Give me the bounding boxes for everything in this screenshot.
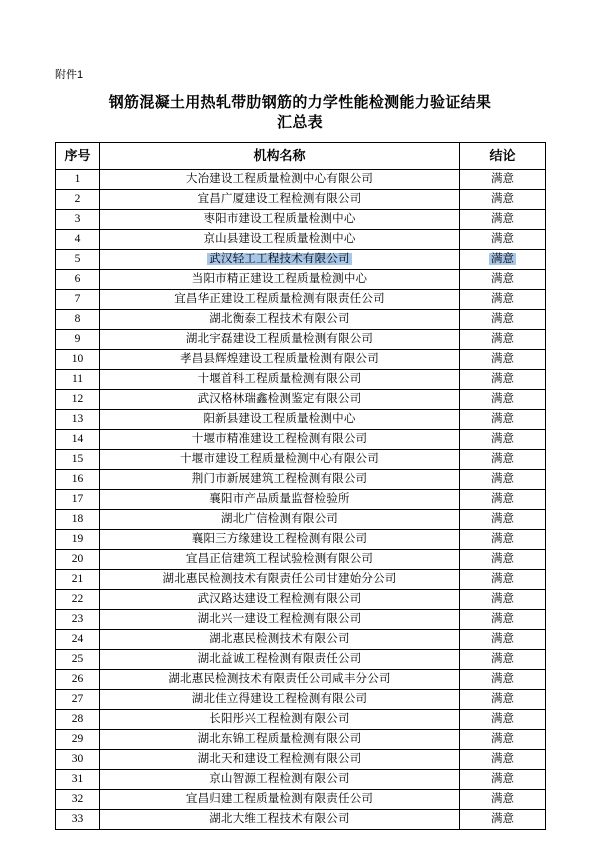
organization-name-text: 武汉轻工工程技术有限公司 [209, 253, 350, 265]
result-text: 满意 [491, 413, 514, 425]
cell-result [460, 410, 546, 430]
cell-organization-name [100, 250, 460, 270]
organization-name-text: 湖北宇磊建设工程质量检测有限公司 [185, 333, 374, 345]
cell-organization-name [100, 570, 460, 590]
organization-name-text: 湖北惠民检测技术有限责任公司甘建始分公司 [162, 573, 397, 585]
cell-organization-name [100, 310, 460, 330]
organization-name-text: 宜昌正信建筑工程试验检测有限公司 [185, 553, 374, 565]
table-row [56, 670, 546, 690]
result-text: 满意 [491, 213, 514, 225]
page-title-line2: 汇总表 [277, 115, 323, 131]
table-row [56, 490, 546, 510]
result-text: 满意 [491, 353, 514, 365]
cell-index: 23 [56, 610, 100, 630]
organization-name-text: 湖北惠民检测技术有限公司 [209, 633, 350, 645]
cell-result [460, 690, 546, 710]
table-row [56, 210, 546, 230]
organization-name-text: 十堰市建设工程质量检测中心有限公司 [180, 453, 379, 465]
table-row [56, 330, 546, 350]
cell-result [460, 370, 546, 390]
organization-name-text: 襄阳三方缘建设工程检测有限公司 [191, 533, 368, 545]
cell-index: 17 [56, 490, 100, 510]
organization-name-text: 阳新县建设工程质量检测中心 [203, 413, 356, 425]
cell-result [460, 650, 546, 670]
cell-organization-name [100, 810, 460, 830]
cell-index: 25 [56, 650, 100, 670]
cell-index: 8 [56, 310, 100, 330]
table-row [56, 510, 546, 530]
result-text: 满意 [491, 313, 514, 325]
cell-organization-name [100, 670, 460, 690]
cell-organization-name [100, 470, 460, 490]
organization-name-text: 枣阳市建设工程质量检测中心 [203, 213, 356, 225]
organization-name-text: 京山县建设工程质量检测中心 [203, 233, 356, 245]
cell-result [460, 190, 546, 210]
table-row [56, 430, 546, 450]
organization-name-text: 京山智源工程检测有限公司 [209, 773, 350, 785]
result-text: 满意 [491, 613, 514, 625]
cell-index: 16 [56, 470, 100, 490]
cell-index: 4 [56, 230, 100, 250]
table-row [56, 250, 546, 270]
cell-organization-name [100, 690, 460, 710]
cell-organization-name [100, 490, 460, 510]
cell-organization-name [100, 750, 460, 770]
result-text: 满意 [491, 573, 514, 585]
result-text: 满意 [491, 533, 514, 545]
table-row [56, 230, 546, 250]
cell-index: 9 [56, 330, 100, 350]
organization-name-text: 长阳彤兴工程检测有限公司 [209, 713, 350, 725]
cell-organization-name [100, 630, 460, 650]
result-text: 满意 [491, 473, 514, 485]
result-text: 满意 [491, 653, 514, 665]
cell-organization-name [100, 730, 460, 750]
organization-name-text: 十堰首科工程质量检测有限公司 [197, 373, 362, 385]
result-text: 满意 [491, 233, 514, 245]
cell-result [460, 290, 546, 310]
document-page [0, 66, 600, 850]
result-text: 满意 [491, 813, 514, 825]
organization-name-text: 湖北兴一建设工程检测有限公司 [197, 613, 362, 625]
table-row [56, 370, 546, 390]
attachment-label: 附件1 [55, 69, 84, 81]
cell-index: 1 [56, 170, 100, 190]
cell-index: 2 [56, 190, 100, 210]
result-text: 满意 [491, 733, 514, 745]
cell-result [460, 610, 546, 630]
result-text: 满意 [491, 713, 514, 725]
cell-result [460, 530, 546, 550]
cell-organization-name [100, 270, 460, 290]
table-row [56, 190, 546, 210]
cell-organization-name [100, 770, 460, 790]
table-row [56, 650, 546, 670]
cell-index: 10 [56, 350, 100, 370]
table-row [56, 810, 546, 830]
cell-organization-name [100, 390, 460, 410]
cell-index: 6 [56, 270, 100, 290]
cell-result [460, 390, 546, 410]
cell-organization-name [100, 590, 460, 610]
cell-index: 11 [56, 370, 100, 390]
cell-index: 21 [56, 570, 100, 590]
cell-result [460, 210, 546, 230]
cell-index: 26 [56, 670, 100, 690]
organization-name-text: 孝昌县辉煌建设工程质量检测有限公司 [180, 353, 379, 365]
cell-result [460, 570, 546, 590]
organization-name-text: 湖北天和建设工程检测有限公司 [197, 753, 362, 765]
cell-result [460, 670, 546, 690]
organization-name-text: 十堰市精准建设工程检测有限公司 [191, 433, 368, 445]
result-text: 满意 [491, 293, 514, 305]
cell-result [460, 590, 546, 610]
cell-result [460, 710, 546, 730]
cell-organization-name [100, 790, 460, 810]
table-row [56, 570, 546, 590]
organization-name-text: 武汉路达建设工程检测有限公司 [197, 593, 362, 605]
cell-organization-name [100, 330, 460, 350]
cell-index: 32 [56, 790, 100, 810]
organization-name-text: 湖北惠民检测技术有限责任公司咸丰分公司 [168, 673, 391, 685]
cell-result [460, 270, 546, 290]
cell-organization-name [100, 450, 460, 470]
organization-name-text: 湖北东锦工程质量检测有限公司 [197, 733, 362, 745]
table-body [56, 170, 546, 830]
result-text: 满意 [491, 453, 514, 465]
cell-index: 7 [56, 290, 100, 310]
cell-index: 22 [56, 590, 100, 610]
cell-index: 3 [56, 210, 100, 230]
result-text: 满意 [491, 673, 514, 685]
table-row [56, 770, 546, 790]
cell-index: 13 [56, 410, 100, 430]
cell-index: 27 [56, 690, 100, 710]
result-text: 满意 [491, 193, 514, 205]
organization-name-text: 湖北广信检测有限公司 [221, 513, 338, 525]
organization-name-text: 大冶建设工程质量检测中心有限公司 [185, 173, 374, 185]
table-row [56, 530, 546, 550]
cell-result [460, 170, 546, 190]
cell-result [460, 450, 546, 470]
result-text: 满意 [491, 333, 514, 345]
result-text: 满意 [491, 753, 514, 765]
table-row [56, 310, 546, 330]
cell-result [460, 810, 546, 830]
table-row [56, 690, 546, 710]
cell-organization-name [100, 530, 460, 550]
cell-organization-name [100, 290, 460, 310]
cell-index: 30 [56, 750, 100, 770]
organization-name-text: 荆门市新展建筑工程检测有限公司 [191, 473, 368, 485]
cell-organization-name [100, 510, 460, 530]
cell-index: 24 [56, 630, 100, 650]
results-table [55, 142, 546, 830]
cell-result [460, 510, 546, 530]
table-row [56, 630, 546, 650]
result-text: 满意 [491, 253, 514, 265]
organization-name-text: 湖北益诚工程检测有限责任公司 [197, 653, 362, 665]
table-row [56, 410, 546, 430]
result-text: 满意 [491, 773, 514, 785]
cell-index: 28 [56, 710, 100, 730]
organization-name-text: 湖北佳立得建设工程检测有限公司 [191, 693, 368, 705]
table-row [56, 470, 546, 490]
organization-name-text: 襄阳市产品质量监督检验所 [209, 493, 350, 505]
result-text: 满意 [491, 793, 514, 805]
cell-result [460, 250, 546, 270]
organization-name-text: 宜昌归建工程质量检测有限责任公司 [185, 793, 374, 805]
organization-name-text: 宜昌华正建设工程质量检测有限责任公司 [174, 293, 385, 305]
cell-organization-name [100, 190, 460, 210]
cell-result [460, 730, 546, 750]
organization-name-text: 宜昌广厦建设工程检测有限公司 [197, 193, 362, 205]
cell-index: 12 [56, 390, 100, 410]
table-row [56, 450, 546, 470]
cell-result [460, 350, 546, 370]
table-row [56, 590, 546, 610]
cell-index: 19 [56, 530, 100, 550]
result-text: 满意 [491, 373, 514, 385]
cell-organization-name [100, 550, 460, 570]
table-row [56, 750, 546, 770]
cell-index: 14 [56, 430, 100, 450]
table-row [56, 790, 546, 810]
result-text: 满意 [491, 173, 514, 185]
result-text: 满意 [491, 693, 514, 705]
cell-organization-name [100, 170, 460, 190]
cell-result [460, 430, 546, 450]
result-text: 满意 [491, 393, 514, 405]
table-row [56, 710, 546, 730]
cell-index: 15 [56, 450, 100, 470]
cell-result [460, 790, 546, 810]
table-header-row [56, 143, 546, 170]
cell-result [460, 550, 546, 570]
page-title [55, 93, 545, 133]
cell-index: 29 [56, 730, 100, 750]
cell-organization-name [100, 370, 460, 390]
cell-organization-name [100, 610, 460, 630]
table-row [56, 730, 546, 750]
cell-organization-name [100, 210, 460, 230]
cell-index: 33 [56, 810, 100, 830]
organization-name-text: 湖北衡泰工程技术有限公司 [209, 313, 350, 325]
cell-result [460, 310, 546, 330]
table-row [56, 550, 546, 570]
result-text: 满意 [491, 513, 514, 525]
cell-organization-name [100, 430, 460, 450]
table-row [56, 270, 546, 290]
table-row [56, 170, 546, 190]
cell-result [460, 630, 546, 650]
cell-index: 20 [56, 550, 100, 570]
organization-name-text: 武汉格林瑞鑫检测鉴定有限公司 [197, 393, 362, 405]
table-row [56, 290, 546, 310]
page-title-line1: 钢筋混凝土用热轧带肋钢筋的力学性能检测能力验证结果 [108, 95, 492, 111]
table-row [56, 610, 546, 630]
cell-result [460, 490, 546, 510]
cell-result [460, 770, 546, 790]
table-row [56, 350, 546, 370]
cell-organization-name [100, 650, 460, 670]
cell-result [460, 230, 546, 250]
result-text: 满意 [491, 593, 514, 605]
cell-result [460, 750, 546, 770]
column-header-result: 结论 [460, 143, 546, 170]
result-text: 满意 [491, 493, 514, 505]
cell-organization-name [100, 230, 460, 250]
result-text: 满意 [491, 273, 514, 285]
table-row [56, 390, 546, 410]
organization-name-text: 当阳市精正建设工程质量检测中心 [191, 273, 368, 285]
cell-result [460, 470, 546, 490]
cell-organization-name [100, 410, 460, 430]
result-text: 满意 [491, 433, 514, 445]
column-header-index: 序号 [56, 143, 100, 170]
cell-index: 18 [56, 510, 100, 530]
organization-name-text: 湖北大维工程技术有限公司 [209, 813, 350, 825]
result-text: 满意 [491, 553, 514, 565]
cell-index: 5 [56, 250, 100, 270]
cell-result [460, 330, 546, 350]
cell-organization-name [100, 350, 460, 370]
cell-index: 31 [56, 770, 100, 790]
cell-organization-name [100, 710, 460, 730]
column-header-name: 机构名称 [100, 143, 460, 170]
result-text: 满意 [491, 633, 514, 645]
